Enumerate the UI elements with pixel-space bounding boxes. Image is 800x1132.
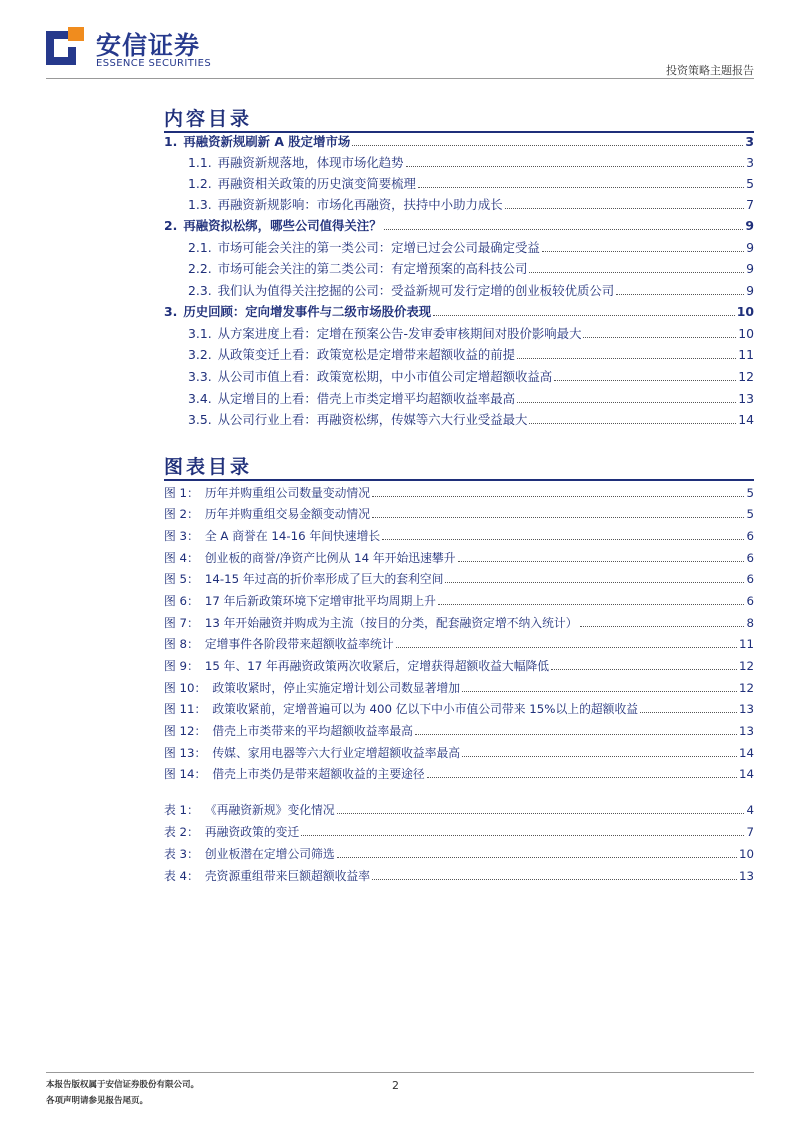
figure-entry[interactable]	[164, 680, 754, 696]
figure-label: 图 8：	[164, 637, 199, 651]
toc-entry-page: 14	[738, 412, 754, 427]
dot-leader	[438, 604, 745, 605]
copyright-note: 本报告版权属于安信证券股份有限公司。	[46, 1080, 200, 1090]
header-divider	[46, 78, 754, 79]
disclaimer-note: 各项声明请参见报告尾页。	[46, 1096, 149, 1106]
figure-entry[interactable]	[164, 550, 754, 566]
dot-leader	[529, 423, 736, 424]
table-page: 4	[746, 803, 754, 817]
toc-entry-title: 我们认为值得关注挖掘的公司：受益新规可发行定增的创业板较优质公司	[217, 283, 615, 298]
dot-leader	[580, 626, 745, 627]
table-entry[interactable]	[164, 868, 754, 884]
table-entry[interactable]	[164, 846, 754, 862]
table-label: 表 4：	[164, 869, 199, 883]
figure-title: 全 A 商誉在 14-16 年间快速增长	[204, 529, 381, 543]
toc-entry[interactable]	[188, 283, 754, 299]
table-title: 壳资源重组带来巨额超额收益率	[204, 869, 371, 883]
toc-entry-title: 市场可能会关注的第二类公司：有定增预案的高科技公司	[217, 261, 528, 276]
dot-leader	[352, 145, 743, 146]
figures-heading: 图表目录	[164, 456, 253, 478]
figure-title: 政策收紧前，定增普遍可以为 400 亿以下中小市值公司带来 15%以上的超额收益	[212, 702, 639, 716]
toc-entry-page: 10	[736, 304, 754, 319]
dot-leader	[505, 208, 744, 209]
toc-entry-number: 2.	[164, 218, 178, 233]
figure-title: 借壳上市类仍是带来超额收益的主要途径	[212, 767, 425, 781]
dot-leader	[529, 272, 744, 273]
figure-page: 12	[738, 659, 754, 673]
figure-title: 定增事件各阶段带来超额收益率统计	[204, 637, 394, 651]
dot-leader	[382, 539, 744, 540]
figure-page: 12	[738, 681, 754, 695]
toc-entry-page: 5	[746, 176, 754, 191]
dot-leader	[583, 337, 736, 338]
figure-page: 13	[738, 724, 754, 738]
toc-entry-number: 2.2.	[188, 261, 212, 276]
toc-entry-page: 11	[738, 347, 754, 362]
figure-entry[interactable]	[164, 615, 754, 631]
figure-entry[interactable]	[164, 485, 754, 501]
dot-leader	[551, 669, 737, 670]
dot-leader	[616, 294, 744, 295]
figure-label: 图 3：	[164, 529, 199, 543]
figure-title: 历年并购重组交易金额变动情况	[204, 507, 371, 521]
figure-title: 传媒、家用电器等六大行业定增超额收益率最高	[212, 746, 461, 760]
toc-entry[interactable]	[188, 261, 754, 277]
figure-entry[interactable]	[164, 745, 754, 761]
figure-title: 13 年开始融资并购成为主流（按目的分类，配套融资定增不纳入统计）	[204, 616, 578, 630]
figure-title: 17 年后新政策环境下定增审批平均周期上升	[204, 594, 436, 608]
figure-label: 图 7：	[164, 616, 199, 630]
dot-leader	[384, 229, 744, 230]
toc-entry[interactable]	[164, 304, 754, 320]
toc-entry-page: 9	[746, 261, 754, 276]
toc-entry[interactable]	[164, 218, 754, 234]
toc-entry[interactable]	[188, 369, 754, 385]
toc-entry-page: 13	[738, 391, 754, 406]
figure-page: 5	[746, 507, 754, 521]
dot-leader	[372, 496, 744, 497]
figure-label: 图 2：	[164, 507, 199, 521]
toc-entry-page: 3	[746, 155, 754, 170]
figure-entry[interactable]	[164, 636, 754, 652]
figure-page: 6	[746, 551, 754, 565]
figure-label: 图 1：	[164, 486, 199, 500]
toc-heading-rule	[164, 131, 754, 133]
toc-entry-title: 再融资相关政策的历史演变简要梳理	[217, 176, 416, 191]
dot-leader	[406, 166, 745, 167]
dot-leader	[301, 835, 744, 836]
toc-entry-title: 市场可能会关注的第一类公司：定增已过会公司最确定受益	[217, 240, 540, 255]
toc-entry-number: 1.2.	[188, 176, 212, 191]
dot-leader	[372, 879, 737, 880]
table-page: 7	[746, 825, 754, 839]
dot-leader	[372, 517, 744, 518]
toc-entry[interactable]	[164, 134, 754, 150]
figure-label: 图 14：	[164, 767, 207, 781]
figure-title: 创业板的商誉/净资产比例从 14 年开始迅速攀升	[204, 551, 456, 565]
toc-entry[interactable]	[188, 347, 754, 363]
figure-page: 14	[738, 767, 754, 781]
toc-entry-title: 再融资新规刷新 A 股定增市场	[183, 134, 351, 149]
page-header	[0, 0, 800, 80]
toc-entry[interactable]	[188, 412, 754, 428]
figure-title: 15 年、17 年再融资政策两次收紧后，定增获得超额收益大幅降低	[204, 659, 550, 673]
dot-leader	[415, 734, 737, 735]
figure-title: 14-15 年过高的折价率形成了巨大的套利空间	[204, 572, 444, 586]
figure-entry[interactable]	[164, 701, 754, 717]
figure-title: 政策收紧时，停止实施定增计划公司数显著增加	[212, 681, 461, 695]
toc-entry-page: 10	[738, 326, 754, 341]
dot-leader	[458, 561, 745, 562]
figure-page: 6	[746, 594, 754, 608]
figure-label: 图 11：	[164, 702, 207, 716]
dot-leader	[418, 187, 744, 188]
table-entry[interactable]	[164, 802, 754, 818]
dot-leader	[517, 402, 736, 403]
figure-entry[interactable]	[164, 506, 754, 522]
toc-entry[interactable]	[188, 197, 754, 213]
figure-label: 图 10：	[164, 681, 207, 695]
figure-entry[interactable]	[164, 658, 754, 674]
figure-page: 8	[746, 616, 754, 630]
figure-label: 图 6：	[164, 594, 199, 608]
table-entry[interactable]	[164, 824, 754, 840]
dot-leader	[433, 315, 735, 316]
dot-leader	[337, 857, 737, 858]
toc-entry-number: 1.	[164, 134, 178, 149]
toc-entry-number: 2.3.	[188, 283, 212, 298]
dot-leader	[462, 691, 737, 692]
dot-leader	[445, 582, 744, 583]
footer-divider	[46, 1072, 754, 1073]
dot-leader	[462, 756, 737, 757]
toc-entry-title: 从方案进度上看：定增在预案公告-发审委审核期间对股价影响最大	[217, 326, 582, 341]
figures-heading-rule	[164, 479, 754, 481]
toc-entry-page: 9	[745, 218, 754, 233]
toc-entry-number: 3.3.	[188, 369, 212, 384]
toc-entry-page: 9	[746, 283, 754, 298]
figure-label: 图 12：	[164, 724, 207, 738]
dot-leader	[337, 813, 745, 814]
table-title: 再融资政策的变迁	[204, 825, 300, 839]
figure-label: 图 4：	[164, 551, 199, 565]
figure-page: 11	[738, 637, 754, 651]
toc-entry-title: 历史回顾：定向增发事件与二级市场股价表现	[183, 304, 432, 319]
toc-entry-number: 2.1.	[188, 240, 212, 255]
toc-entry-page: 7	[746, 197, 754, 212]
figure-label: 图 5：	[164, 572, 199, 586]
toc-entry[interactable]	[188, 176, 754, 192]
toc-entry-title: 再融资新规影响：市场化再融资，扶持中小助力成长	[217, 197, 503, 212]
dot-leader	[427, 777, 737, 778]
figure-page: 5	[746, 486, 754, 500]
figure-page: 6	[746, 572, 754, 586]
toc-entry[interactable]	[188, 155, 754, 171]
toc-entry-page: 12	[738, 369, 754, 384]
toc-entry-page: 9	[746, 240, 754, 255]
dot-leader	[542, 251, 744, 252]
figure-page: 6	[746, 529, 754, 543]
table-title: 创业板潜在定增公司筛选	[204, 847, 335, 861]
toc-entry-title: 再融资新规落地，体现市场化趋势	[217, 155, 404, 170]
figure-entry[interactable]	[164, 723, 754, 739]
figure-title: 历年并购重组公司数量变动情况	[204, 486, 371, 500]
table-page: 13	[738, 869, 754, 883]
toc-entry-number: 3.	[164, 304, 178, 319]
figure-entry[interactable]	[164, 571, 754, 587]
dot-leader	[640, 712, 737, 713]
logo-chinese-name: 安信证券	[96, 31, 201, 60]
table-page: 10	[738, 847, 754, 861]
figure-entry[interactable]	[164, 593, 754, 609]
toc-entry-page: 3	[745, 134, 754, 149]
page-number: 2	[392, 1079, 399, 1092]
figure-title: 借壳上市类带来的平均超额收益率最高	[212, 724, 413, 738]
toc-entry[interactable]	[188, 391, 754, 407]
toc-entry[interactable]	[188, 240, 754, 256]
figure-page: 14	[738, 746, 754, 760]
report-type: 投资策略主题报告	[666, 64, 754, 77]
toc-entry[interactable]	[188, 326, 754, 342]
toc-entry-title: 从公司行业上看：再融资松绑，传媒等六大行业受益最大	[217, 412, 528, 427]
table-label: 表 1：	[164, 803, 199, 817]
dot-leader	[396, 647, 737, 648]
toc-entry-number: 3.5.	[188, 412, 212, 427]
toc-entry-number: 1.1.	[188, 155, 212, 170]
toc-entry-number: 1.3.	[188, 197, 212, 212]
dot-leader	[554, 380, 736, 381]
toc-entry-number: 3.1.	[188, 326, 212, 341]
figure-label: 图 9：	[164, 659, 199, 673]
toc-entry-title: 从定增目的上看：借壳上市类定增平均超额收益率最高	[217, 391, 516, 406]
toc-heading: 内容目录	[164, 108, 253, 130]
toc-entry-number: 3.2.	[188, 347, 212, 362]
toc-entry-title: 再融资拟松绑，哪些公司值得关注？	[183, 218, 382, 233]
essence-logo-icon	[46, 27, 86, 67]
toc-entry-number: 3.4.	[188, 391, 212, 406]
table-label: 表 2：	[164, 825, 199, 839]
table-title: 《再融资新规》变化情况	[204, 803, 335, 817]
table-label: 表 3：	[164, 847, 199, 861]
dot-leader	[517, 358, 736, 359]
figure-label: 图 13：	[164, 746, 207, 760]
figure-entry[interactable]	[164, 528, 754, 544]
toc-entry-title: 从政策变迁上看：政策宽松是定增带来超额收益的前提	[217, 347, 516, 362]
toc-entry-title: 从公司市值上看：政策宽松期，中小市值公司定增超额收益高	[217, 369, 553, 384]
logo-english-name: ESSENCE SECURITIES	[96, 58, 212, 69]
figure-page: 13	[738, 702, 754, 716]
figure-entry[interactable]	[164, 766, 754, 782]
